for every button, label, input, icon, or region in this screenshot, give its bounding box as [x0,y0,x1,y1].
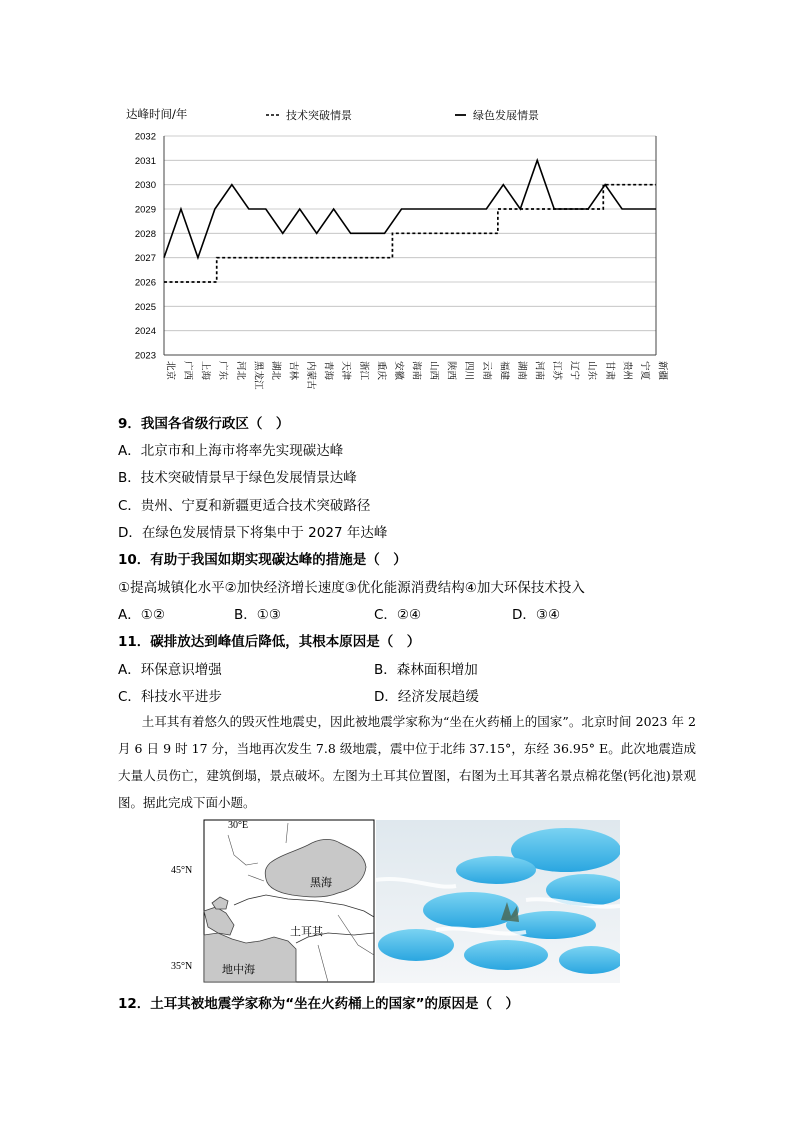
med-sea-label: 地中海 [222,963,255,976]
x-tick-label: 安徽 [392,361,404,381]
x-tick-label: 山西 [428,361,440,381]
y-tick-label: 2031 [134,155,156,167]
lat-bottom-label: 35°N [171,961,193,972]
y-tick-label: 2030 [134,180,156,192]
q10-option-d[interactable]: D．③④ [512,607,561,623]
q9-option-c[interactable]: C．贵州、宁夏和新疆更适合技术突破路径 [118,498,371,514]
x-tick-label: 天津 [340,361,352,381]
q9-option-b[interactable]: B．技术突破情景早于绿色发展情景达峰 [118,470,357,486]
x-tick-label: 甘肃 [603,361,615,381]
black-sea-label: 黑海 [310,876,332,889]
y-tick-label: 2026 [134,277,156,289]
turkey-location-map [168,815,378,985]
x-tick-label: 河北 [234,361,246,381]
y-tick-label: 2027 [134,253,156,265]
x-tick-label: 辽宁 [568,361,580,381]
x-tick-label: 北京 [164,361,176,381]
x-tick-label: 宁夏 [638,361,650,381]
q10-option-b[interactable]: B．①③ [234,607,281,623]
q11-option-c[interactable]: C．科技水平进步 [118,689,222,705]
y-tick-label: 2032 [134,131,156,143]
lon-label: 30°E [228,820,249,831]
lat-top-label: 45°N [171,865,193,876]
turkey-label: 土耳其 [290,925,323,938]
q9-option-d[interactable]: D．在绿色发展情景下将集中于 2027 年达峰 [118,525,388,541]
q10-option-c[interactable]: C．②④ [374,607,422,623]
pamukkale-photo [376,820,620,983]
x-tick-label: 浙江 [357,361,369,381]
x-tick-label: 黑龙江 [252,361,264,390]
q12-stem: 12．土耳其被地震学家称为“坐在火药桶上的国家”的原因是（ ） [118,996,520,1012]
x-tick-label: 内蒙古 [305,361,317,390]
x-tick-label: 重庆 [375,361,387,381]
x-tick-label: 海南 [410,361,422,381]
q11-stem: 11．碳排放达到峰值后降低，其根本原因是（ ） [118,634,421,650]
x-tick-label: 贵州 [621,361,633,381]
x-tick-label: 河南 [533,361,545,381]
x-tick-label: 吉林 [287,361,299,381]
x-tick-label: 陕西 [445,361,457,381]
x-tick-label: 云南 [480,361,492,381]
y-tick-label: 2028 [134,228,156,240]
legend-tech: 技术突破情景 [286,109,352,122]
y-axis-label: 达峰时间/年 [126,107,188,121]
y-tick-label: 2024 [134,326,156,338]
y-tick-label: 2029 [134,204,156,216]
q10-stem: 10．有助于我国如期实现碳达峰的措施是（ ） [118,552,407,568]
x-tick-label: 江苏 [551,361,563,381]
x-tick-label: 湖北 [269,361,281,381]
x-tick-label: 广东 [217,361,229,381]
x-tick-label: 山东 [586,361,598,381]
x-tick-label: 青海 [322,361,334,381]
y-tick-label: 2025 [134,301,156,313]
chart-legend [266,108,539,122]
q11-option-b[interactable]: B．森林面积增加 [374,662,478,678]
x-tick-label: 广西 [182,361,194,381]
q10-option-a[interactable]: A．①② [118,607,165,623]
x-tick-label: 湖南 [515,361,527,381]
q10-items: ①提高城镇化水平②加快经济增长速度③优化能源消费结构④加大环保技术投入 [118,580,585,596]
x-tick-label: 四川 [463,361,475,381]
x-tick-label: 福建 [498,361,510,381]
passage-turkey-earthquake [118,708,696,816]
passage-text: 土耳其有着悠久的毁灭性地震史，因此被地震学家称为“坐在火药桶上的国家”。北京时间 2023 年 2 月 6 日 9 时 17 分，当地再次发生 7.8 级地震，震中位于北纬 37.15°，东经 36.95° E。此次地震造成大量人员伤亡，建筑倒塌，景点破坏。左图为土耳其位置图，右图为土耳其著名景点棉花堡(钙化池)景观图。据此完成下面小题。 [118,714,696,810]
q9-option-a[interactable]: A．北京市和上海市将率先实现碳达峰 [118,443,344,459]
y-tick-label: 2023 [134,350,156,362]
q9-stem: 9．我国各省级行政区（ ） [118,416,290,432]
q11-option-a[interactable]: A．环保意识增强 [118,662,222,678]
x-tick-label: 新疆 [656,361,668,381]
peak-year-chart [0,0,794,400]
legend-green: 绿色发展情景 [473,109,539,122]
q11-option-d[interactable]: D．经济发展趋缓 [374,689,479,705]
x-tick-label: 上海 [199,361,211,381]
